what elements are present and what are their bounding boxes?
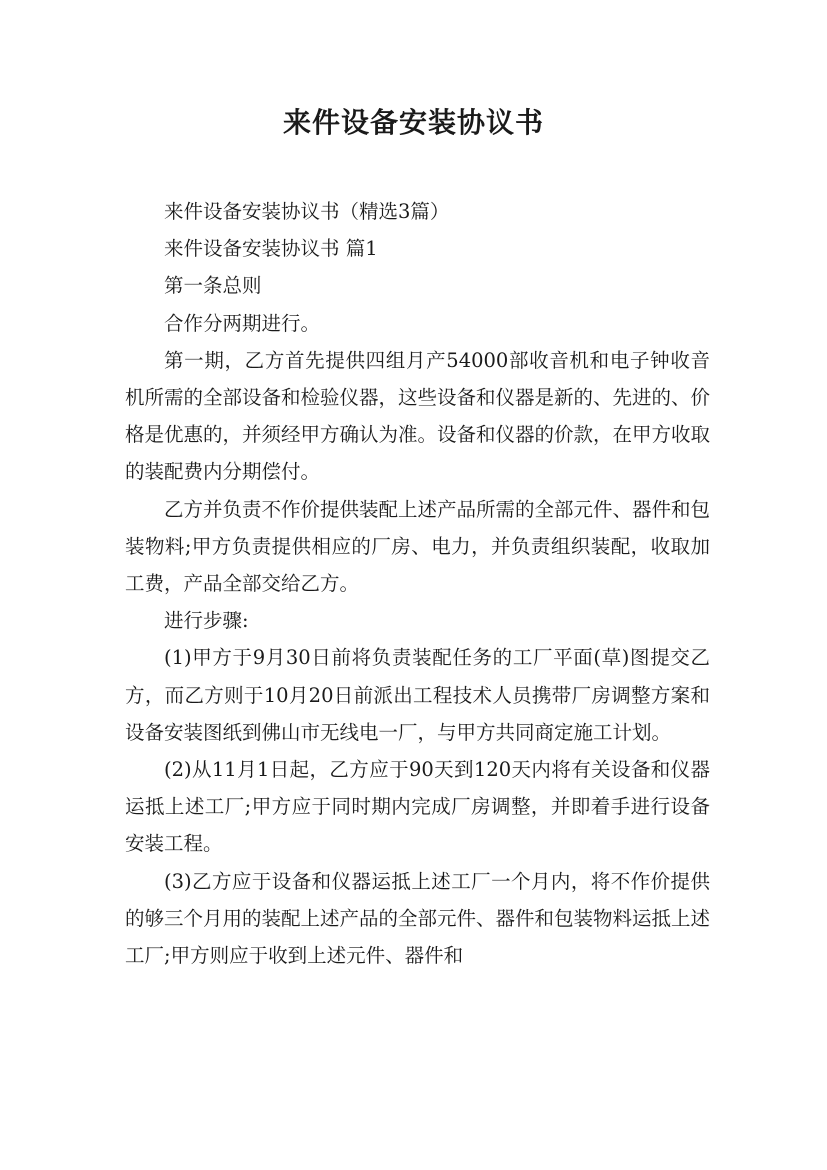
paragraph: (1)甲方于9月30日前将负责装配任务的工厂平面(草)图提交乙方，而乙方则于10月20日前派出工程技术人员携带厂房调整方案和设备安装图纸到佛山市无线电一厂，与甲方共同商定施工计划。 xyxy=(125,646,710,744)
paragraph: 合作分两期进行。 xyxy=(164,311,321,335)
paragraph: 进行步骤: xyxy=(164,609,249,633)
paragraph-article-heading: 第一条总则 xyxy=(164,274,262,298)
document-body xyxy=(125,193,710,974)
document-title: 来件设备安装协议书 xyxy=(282,106,544,139)
paragraph: (2)从11月1日起，乙方应于90天到120天内将有关设备和仪器运抵上述工厂;甲方应于同时期内完成厂房调整，并即着手进行设备安装工程。 xyxy=(125,758,710,856)
paragraph: 第一期，乙方首先提供四组月产54000部收音机和电子钟收音机所需的全部设备和检验仪器，这些设备和仪器是新的、先进的、价格是优惠的，并须经甲方确认为准。设备和仪器的价款，在甲方收取的装配费内分期偿付。 xyxy=(125,348,711,484)
paragraph-subtitle: 来件设备安装协议书（精选3篇） xyxy=(164,200,450,223)
paragraph: 乙方并负责不作价提供装配上述产品所需的全部元件、器件和包装物料;甲方负责提供相应的厂房、电力，并负责组织装配，收取加工费，产品全部交给乙方。 xyxy=(125,497,711,596)
paragraph: (3)乙方应于设备和仪器运抵上述工厂一个月内，将不作价提供的够三个月用的装配上述产品的全部元件、器件和包装物料运抵上述工厂;甲方则应于收到上述元件、器件和 xyxy=(125,869,711,968)
paragraph-section-heading: 来件设备安装协议书 篇1 xyxy=(164,237,378,261)
